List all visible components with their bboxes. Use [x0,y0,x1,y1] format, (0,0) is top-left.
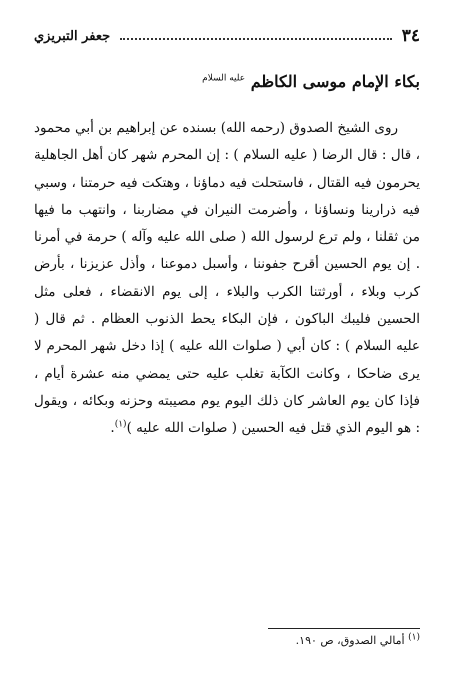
body-paragraph [34,115,420,443]
paragraph-text: روى الشيخ الصدوق (رحمه الله) بسنده عن إبراهيم بن أبي محمود ، قال : قال الرضا ( عليه السلام ) : إن المحرم شهر كان أهل الجاهلية يحرمون فيه القتال ، فاستحلت فيه دماؤنا ، وهتكت فيه حرمتنا ، وسبي فيه ذرارينا ونساؤنا ، وأضرمت النيران في مضاربنا ، وانتهب ما فيها من ثقلنا ، ولم ترع لرسول الله ( صلى الله عليه وآله ) حرمة في أمرنا . إن يوم الحسين أقرح جفوننا ، وأسبل دموعنا ، وأذل عزيزنا ، بأرض كرب وبلاء ، أورثتنا الكرب والبلاء ، إلى يوم الانقضاء ، فعلى مثل الحسين فليبك الباكون ، فإن البكاء يحط الذنوب العظام . ثم قال ( عليه السلام ) : كان أبي ( صلوات الله عليه ) إذا دخل شهر المحرم لا يرى ضاحكا ، وكانت الكآبة تغلب عليه حتى يمضي منه عشرة أيام ، فإذا كان يوم العاشر كان ذلك اليوم يوم مصيبته وحزنه وبكائه ، ويقول : هو اليوم الذي قتل فيه الحسين ( صلوات الله عليه ) [34,120,420,437]
footnote [34,634,420,647]
paragraph-end: . [110,420,115,437]
header-dotted-leader [120,38,392,40]
section-title: بكاء الإمام موسى الكاظم [250,72,420,91]
footnote-reference[interactable]: (١) [114,419,127,430]
page-number: ٣٤ [401,26,420,46]
section-heading [34,72,420,91]
running-header [34,24,420,48]
honorific-seal: عليه السلام [202,73,246,84]
header-author: جعفر التبريزي [34,28,111,44]
body-text [34,115,420,443]
footnote-text: أمالي الصدوق، ص ١٩٠. [295,634,405,647]
footnote-divider [268,628,420,629]
footnote-marker: (١) [408,632,420,643]
